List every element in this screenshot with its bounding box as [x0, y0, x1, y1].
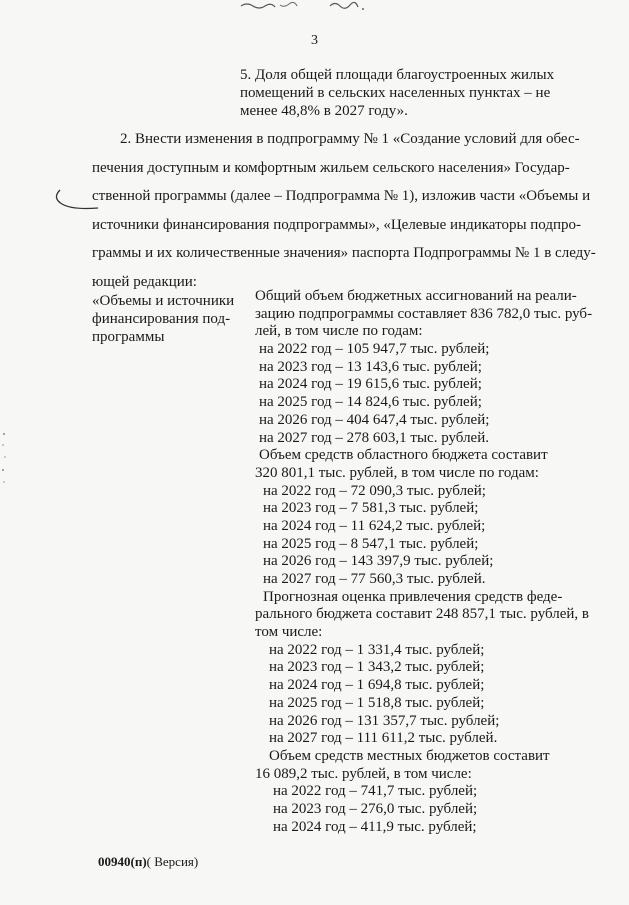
total-text-line-2: зацию подпрограммы составляет 836 782,0 тыс. руб-	[255, 305, 593, 322]
para2-line-1: 2. Внести изменения в подпрограмму № 1 «Создание условий для обес-	[120, 131, 580, 147]
federal-text-line-2: рального бюджета составит 248 857,1 тыс. рублей, в	[255, 606, 590, 623]
federal-text-line-3: том числе:	[255, 624, 323, 641]
federal-year-2022: на 2022 год – 1 331,4 тыс. рублей;	[269, 641, 485, 658]
label-line-1: «Объемы и источники	[92, 293, 235, 309]
federal-year-2025: на 2025 год – 1 518,8 тыс. рублей;	[269, 694, 485, 711]
item5-line-2: помещений в сельских населенных пунктах – не	[240, 85, 551, 101]
total-year-2022: на 2022 год – 105 947,7 тыс. рублей;	[259, 341, 490, 358]
document-code: 00940(п)	[98, 854, 147, 869]
regional-text-line-1: Объем средств областного бюджета составит	[259, 447, 548, 464]
regional-year-2027: на 2027 год – 77 560,3 тыс. рублей.	[263, 571, 486, 587]
federal-year-2027: на 2027 год – 111 611,2 тыс. рублей.	[269, 730, 498, 747]
local-text-line-2: 16 089,2 тыс. рублей, в том числе:	[255, 765, 472, 782]
total-text-line-1: Общий объем бюджетных ассигнований на реали-	[255, 288, 577, 304]
amendment-paragraph-2	[92, 125, 596, 296]
regional-year-2026: на 2026 год – 143 397,9 тыс. рублей;	[263, 553, 494, 570]
regional-year-2025: на 2025 год – 8 547,1 тыс. рублей;	[263, 535, 479, 552]
document-footer	[98, 853, 198, 871]
label-line-2: финансирования под-	[92, 311, 231, 327]
total-year-2024: на 2024 год – 19 615,6 тыс. рублей;	[259, 376, 482, 393]
regional-year-2024: на 2024 год – 11 624,2 тыс. рублей;	[263, 517, 486, 534]
total-year-2025: на 2025 год – 14 824,6 тыс. рублей;	[259, 394, 482, 411]
total-year-2026: на 2026 год – 404 647,4 тыс. рублей;	[259, 411, 490, 428]
federal-year-2023: на 2023 год – 1 343,2 тыс. рублей;	[269, 659, 485, 676]
funding-section-content	[255, 288, 593, 836]
total-year-2027: на 2027 год – 278 603,1 тыс. рублей.	[259, 429, 489, 446]
local-text-line-1: Объем средств местных бюджетов составит	[269, 747, 550, 764]
total-year-2023: на 2023 год – 13 143,6 тыс. рублей;	[259, 358, 482, 375]
page-number: 3	[311, 33, 318, 48]
item5-line-3: менее 48,8% в 2027 году».	[240, 103, 408, 119]
local-year-2024: на 2024 год – 411,9 тыс. рублей;	[273, 818, 477, 835]
para2-line-2: печения доступным и комфортным жильем сельского населения» Государ-	[92, 159, 570, 176]
federal-year-2024: на 2024 год – 1 694,8 тыс. рублей;	[269, 677, 485, 694]
item5-line-1: 5. Доля общей площади благоустроенных жилых	[240, 67, 555, 83]
total-text-line-3: лей, в том числе по годам:	[255, 323, 423, 340]
federal-text-line-1: Прогнозная оценка привлечения средств феде-	[263, 588, 563, 605]
funding-section-label	[92, 292, 242, 346]
regional-year-2023: на 2023 год – 7 581,3 тыс. рублей;	[263, 500, 479, 517]
regional-year-2022: на 2022 год – 72 090,3 тыс. рублей;	[263, 482, 486, 499]
para2-line-3: ственной программы (далее – Подпрограмма № 1), изложив части «Объемы и	[92, 188, 591, 204]
regional-text-line-2: 320 801,1 тыс. рублей, в том числе по годам:	[255, 464, 539, 481]
para2-line-5: граммы и их количественные значения» паспорта Подпрограммы № 1 в следу-	[92, 245, 596, 261]
scan-smudge-top	[235, 0, 385, 14]
local-year-2023: на 2023 год – 276,0 тыс. рублей;	[273, 800, 478, 817]
document-version: ( Версия)	[146, 854, 199, 869]
scan-specks-left	[0, 430, 12, 490]
para2-line-6: ющей редакции:	[92, 273, 197, 290]
item-5-paragraph	[240, 66, 580, 120]
local-year-2022: на 2022 год – 741,7 тыс. рублей;	[273, 783, 478, 800]
label-line-3: программы	[92, 329, 165, 345]
para2-line-4: источники финансирования подпрограммы», «Целевые индикаторы подпро-	[92, 216, 582, 233]
federal-year-2026: на 2026 год – 131 357,7 тыс. рублей;	[269, 712, 500, 729]
